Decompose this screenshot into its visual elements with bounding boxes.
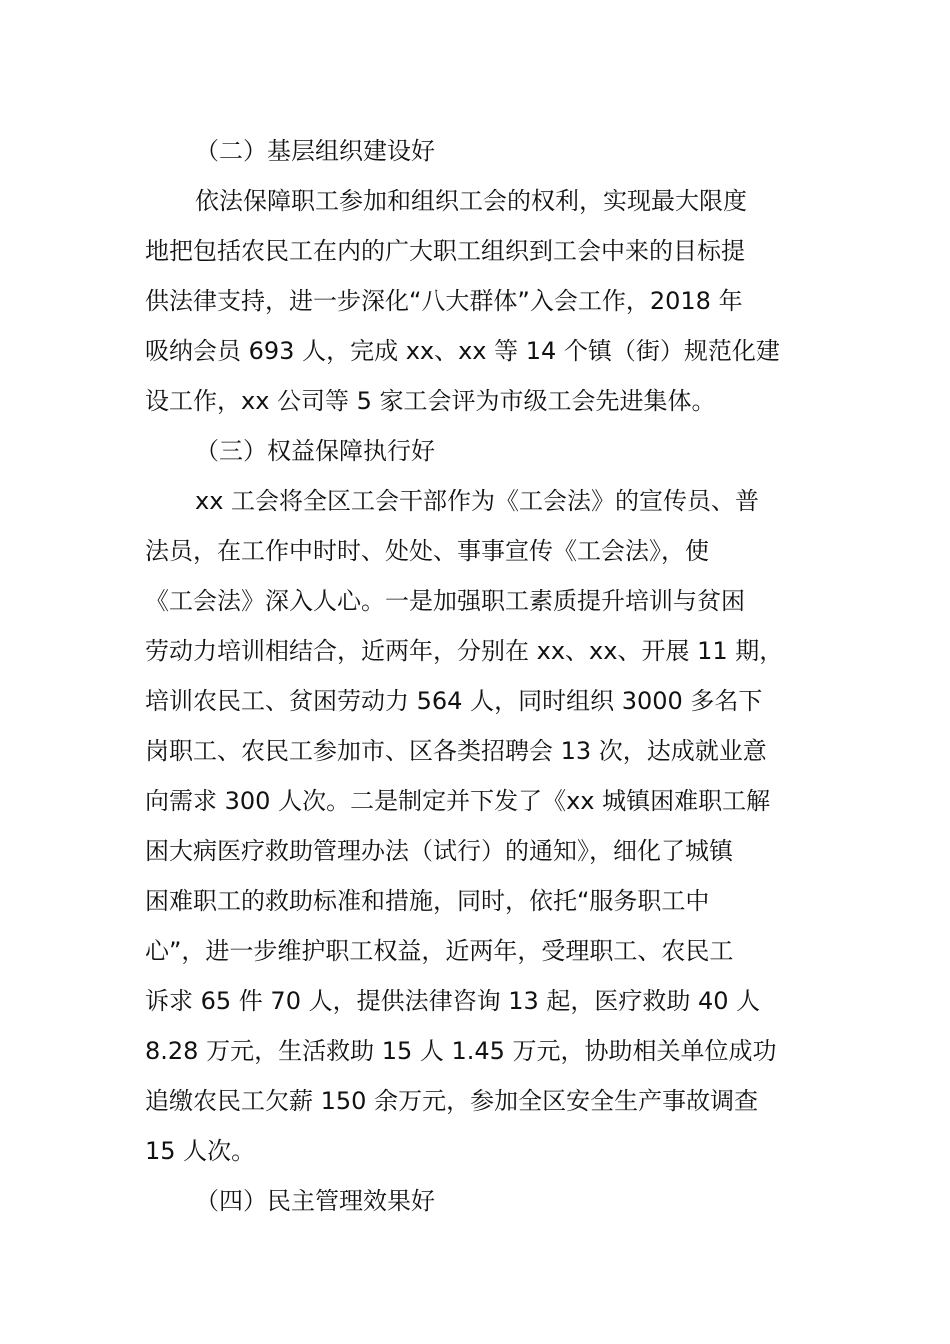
paragraph-2-line: 法员，在工作中时时、处处、事事宣传《工会法》，使	[145, 537, 709, 565]
paragraph-2-line: 15 人次。	[145, 1137, 256, 1165]
paragraph-2-line: 困难职工的救助标准和措施，同时，依托“服务职工中	[145, 887, 710, 915]
paragraph-2-line: 劳动力培训相结合，近两年，分别在 xx、xx、开展 11 期，	[145, 637, 784, 665]
section-heading-4: （四）民主管理效果好	[195, 1187, 435, 1215]
paragraph-2-line: 《工会法》深入人心。一是加强职工素质提升培训与贫困	[145, 587, 745, 615]
paragraph-1-line: 地把包括农民工在内的广大职工组织到工会中来的目标提	[145, 237, 745, 265]
paragraph-1-line: 供法律支持，进一步深化“八大群体”入会工作，2018 年	[145, 287, 743, 315]
paragraph-2-line: xx 工会将全区工会干部作为《工会法》的宣传员、普	[195, 487, 760, 515]
paragraph-1-line: 设工作，xx 公司等 5 家工会评为市级工会先进集体。	[145, 387, 716, 415]
paragraph-2-line: 培训农民工、贫困劳动力 564 人，同时组织 3000 多名下	[145, 687, 763, 715]
section-heading-3: （三）权益保障执行好	[195, 437, 435, 465]
paragraph-2-line: 诉求 65 件 70 人，提供法律咨询 13 起，医疗救助 40 人	[145, 987, 761, 1015]
paragraph-2-line: 岗职工、农民工参加市、区各类招聘会 13 次，达成就业意	[145, 737, 767, 765]
section-heading-2: （二）基层组织建设好	[195, 137, 435, 165]
paragraph-2-line: 追缴农民工欠薪 150 余万元，参加全区安全生产事故调查	[145, 1087, 759, 1115]
paragraph-2-line: 向需求 300 人次。二是制定并下发了《xx 城镇困难职工解	[145, 787, 771, 815]
paragraph-1-line: 吸纳会员 693 人，完成 xx、xx 等 14 个镇（街）规范化建	[145, 337, 780, 365]
paragraph-1-line: 依法保障职工参加和组织工会的权利，实现最大限度	[195, 187, 747, 215]
paragraph-2-line: 心”，进一步维护职工权益，近两年，受理职工、农民工	[145, 937, 734, 965]
paragraph-2-line: 困大病医疗救助管理办法（试行）的通知》，细化了城镇	[145, 837, 733, 865]
paragraph-2-line: 8.28 万元，生活救助 15 人 1.45 万元，协助相关单位成功	[145, 1037, 777, 1065]
